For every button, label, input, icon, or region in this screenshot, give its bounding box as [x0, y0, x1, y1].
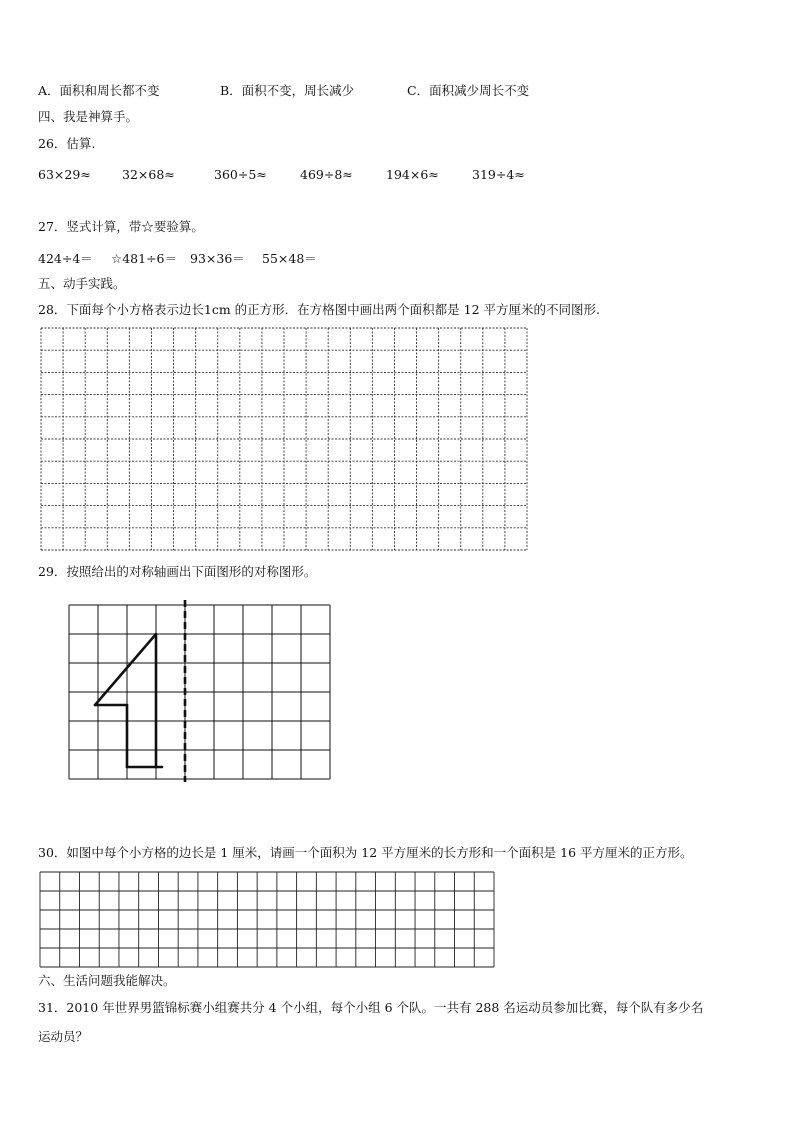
- q30-grid[interactable]: [40, 872, 494, 967]
- q26-item: 319÷4≈: [472, 167, 525, 182]
- q30-prompt: 30．如图中每个小方格的边长是 1 厘米，请画一个面积为 12 平方厘米的长方形和一个面积是 16 平方厘米的正方形。: [38, 845, 693, 860]
- q27-prompt: 27．竖式计算，带☆要验算。: [38, 219, 204, 234]
- option-c: C．面积减少周长不变: [407, 83, 530, 98]
- q27-item: 55×48＝: [262, 251, 317, 266]
- q28-prompt: 28．下面每个小方格表示边长1cm 的正方形．在方格图中画出两个面积都是 12 平方厘米的不同图形.: [38, 302, 601, 317]
- shape-segment: [95, 634, 156, 705]
- q27-item: 424÷4＝: [38, 251, 93, 266]
- q26-prompt: 26．估算.: [38, 136, 96, 151]
- section4-title: 四、我是神算手。: [38, 109, 139, 124]
- section5-title: 五、动手实践。: [38, 276, 126, 291]
- option-a: A．面积和周长都不变: [38, 83, 160, 98]
- q27-item: 93×36＝: [190, 251, 245, 266]
- q26-item: 360÷5≈: [214, 167, 267, 182]
- q26-item: 63×29≈: [38, 167, 91, 182]
- q28-dashed-grid[interactable]: [41, 328, 527, 550]
- section6-title: 六、生活问题我能解决。: [38, 973, 176, 988]
- q26-item: 32×68≈: [122, 167, 175, 182]
- q29-symmetry-grid[interactable]: [68, 604, 332, 808]
- q29-prompt: 29．按照给出的对称轴画出下面图形的对称图形。: [38, 564, 317, 579]
- q27-item: ☆481÷6＝: [111, 251, 177, 266]
- option-b: B．面积不变，周长减少: [220, 83, 355, 98]
- q26-item: 194×6≈: [386, 167, 439, 182]
- q31-line1: 31．2010 年世界男篮锦标赛小组赛共分 4 个小组，每个小组 6 个队。一共有 288 名运动员参加比赛，每个队有多少名: [38, 1000, 704, 1015]
- q26-item: 469÷8≈: [300, 167, 353, 182]
- q31-line2: 运动员？: [38, 1029, 89, 1044]
